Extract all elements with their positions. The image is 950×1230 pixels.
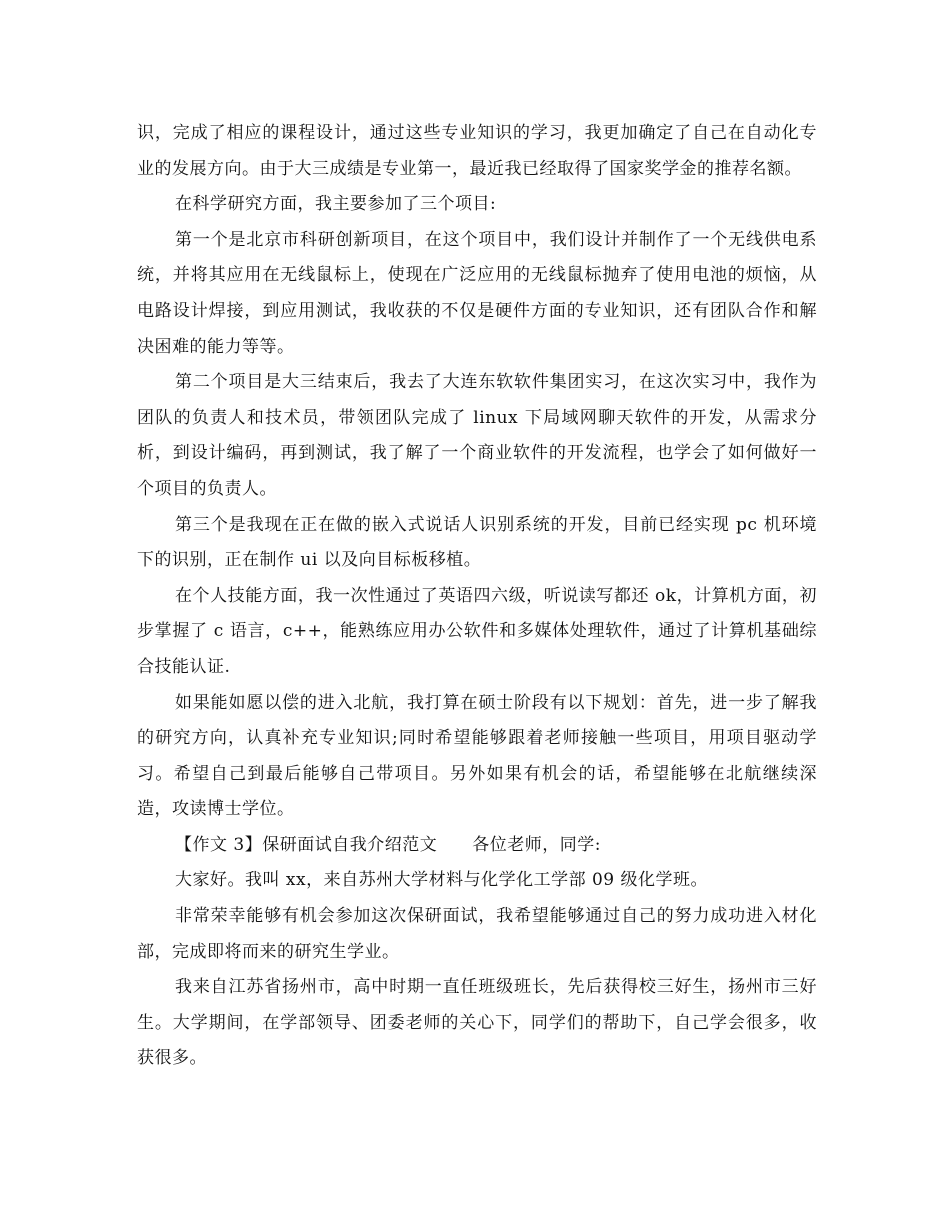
paragraph-greeting: 大家好。我叫 xx，来自苏州大学材料与化学化工学部 09 级化学班。 [175,870,709,891]
paragraph-project-one: 第一个是北京市科研创新项目，在这个项目中，我们设计并制作了一个无线供电系统，并将其应用在无线鼠标上，使现在广泛应用的无线鼠标抛弃了使用电池的烦恼，从电路设计焊接，到应用测试，我收获的不仅是硬件方面的专业知识，还有团队合作和解决困难的能力等等。 [137,229,817,357]
paragraph-background: 我来自江苏省扬州市，高中时期一直任班级班长，先后获得校三好生，扬州市三好生。大学期间，在学部领导、团委老师的关心下，同学们的帮助下，自己学会很多，收获很多。 [137,977,817,1069]
paragraph-essay-heading: 【作文 3】保研面试自我介绍范文 各位老师，同学: [175,834,601,855]
paragraph-research-intro: 在科学研究方面，我主要参加了三个项目: [175,194,497,215]
paragraph-project-two: 第二个项目是大三结束后，我去了大连东软软件集团实习，在这次实习中，我作为团队的负责人和技术员，带领团队完成了 linux 下局域网聊天软件的开发，从需求分析，到设计编码，再到测试，我了解了一个商业软件的开发流程，也学会了如何做好一个项目的负责人。 [137,372,817,499]
paragraph-continuation: 识，完成了相应的课程设计，通过这些专业知识的学习，我更加确定了自己在自动化专业的发展方向。由于大三成绩是专业第一，最近我已经取得了国家奖学金的推荐名额。 [137,123,817,179]
paragraph-plans: 如果能如愿以偿的进入北航，我打算在硕士阶段有以下规划：首先，进一步了解我的研究方向，认真补充专业知识;同时希望能够跟着老师接触一些项目，用项目驱动学习。希望自己到最后能够自己带项目。另外如果有机会的话，希望能够在北航继续深造，攻读博士学位。 [137,692,817,820]
paragraph-skills: 在个人技能方面，我一次性通过了英语四六级，听说读写都还 ok，计算机方面，初步掌握了 c 语言，c++，能熟练应用办公软件和多媒体处理软件，通过了计算机基础综合技能认证. [137,585,817,677]
paragraph-project-three: 第三个是我现在正在做的嵌入式说话人识别系统的开发，目前已经实现 pc 机环境下的识别，正在制作 ui 以及向目标板移植。 [137,514,817,571]
document-body [137,116,817,1077]
paragraph-interview: 非常荣幸能够有机会参加这次保研面试，我希望能够通过自己的努力成功进入材化部，完成即将而来的研究生学业。 [137,906,817,962]
